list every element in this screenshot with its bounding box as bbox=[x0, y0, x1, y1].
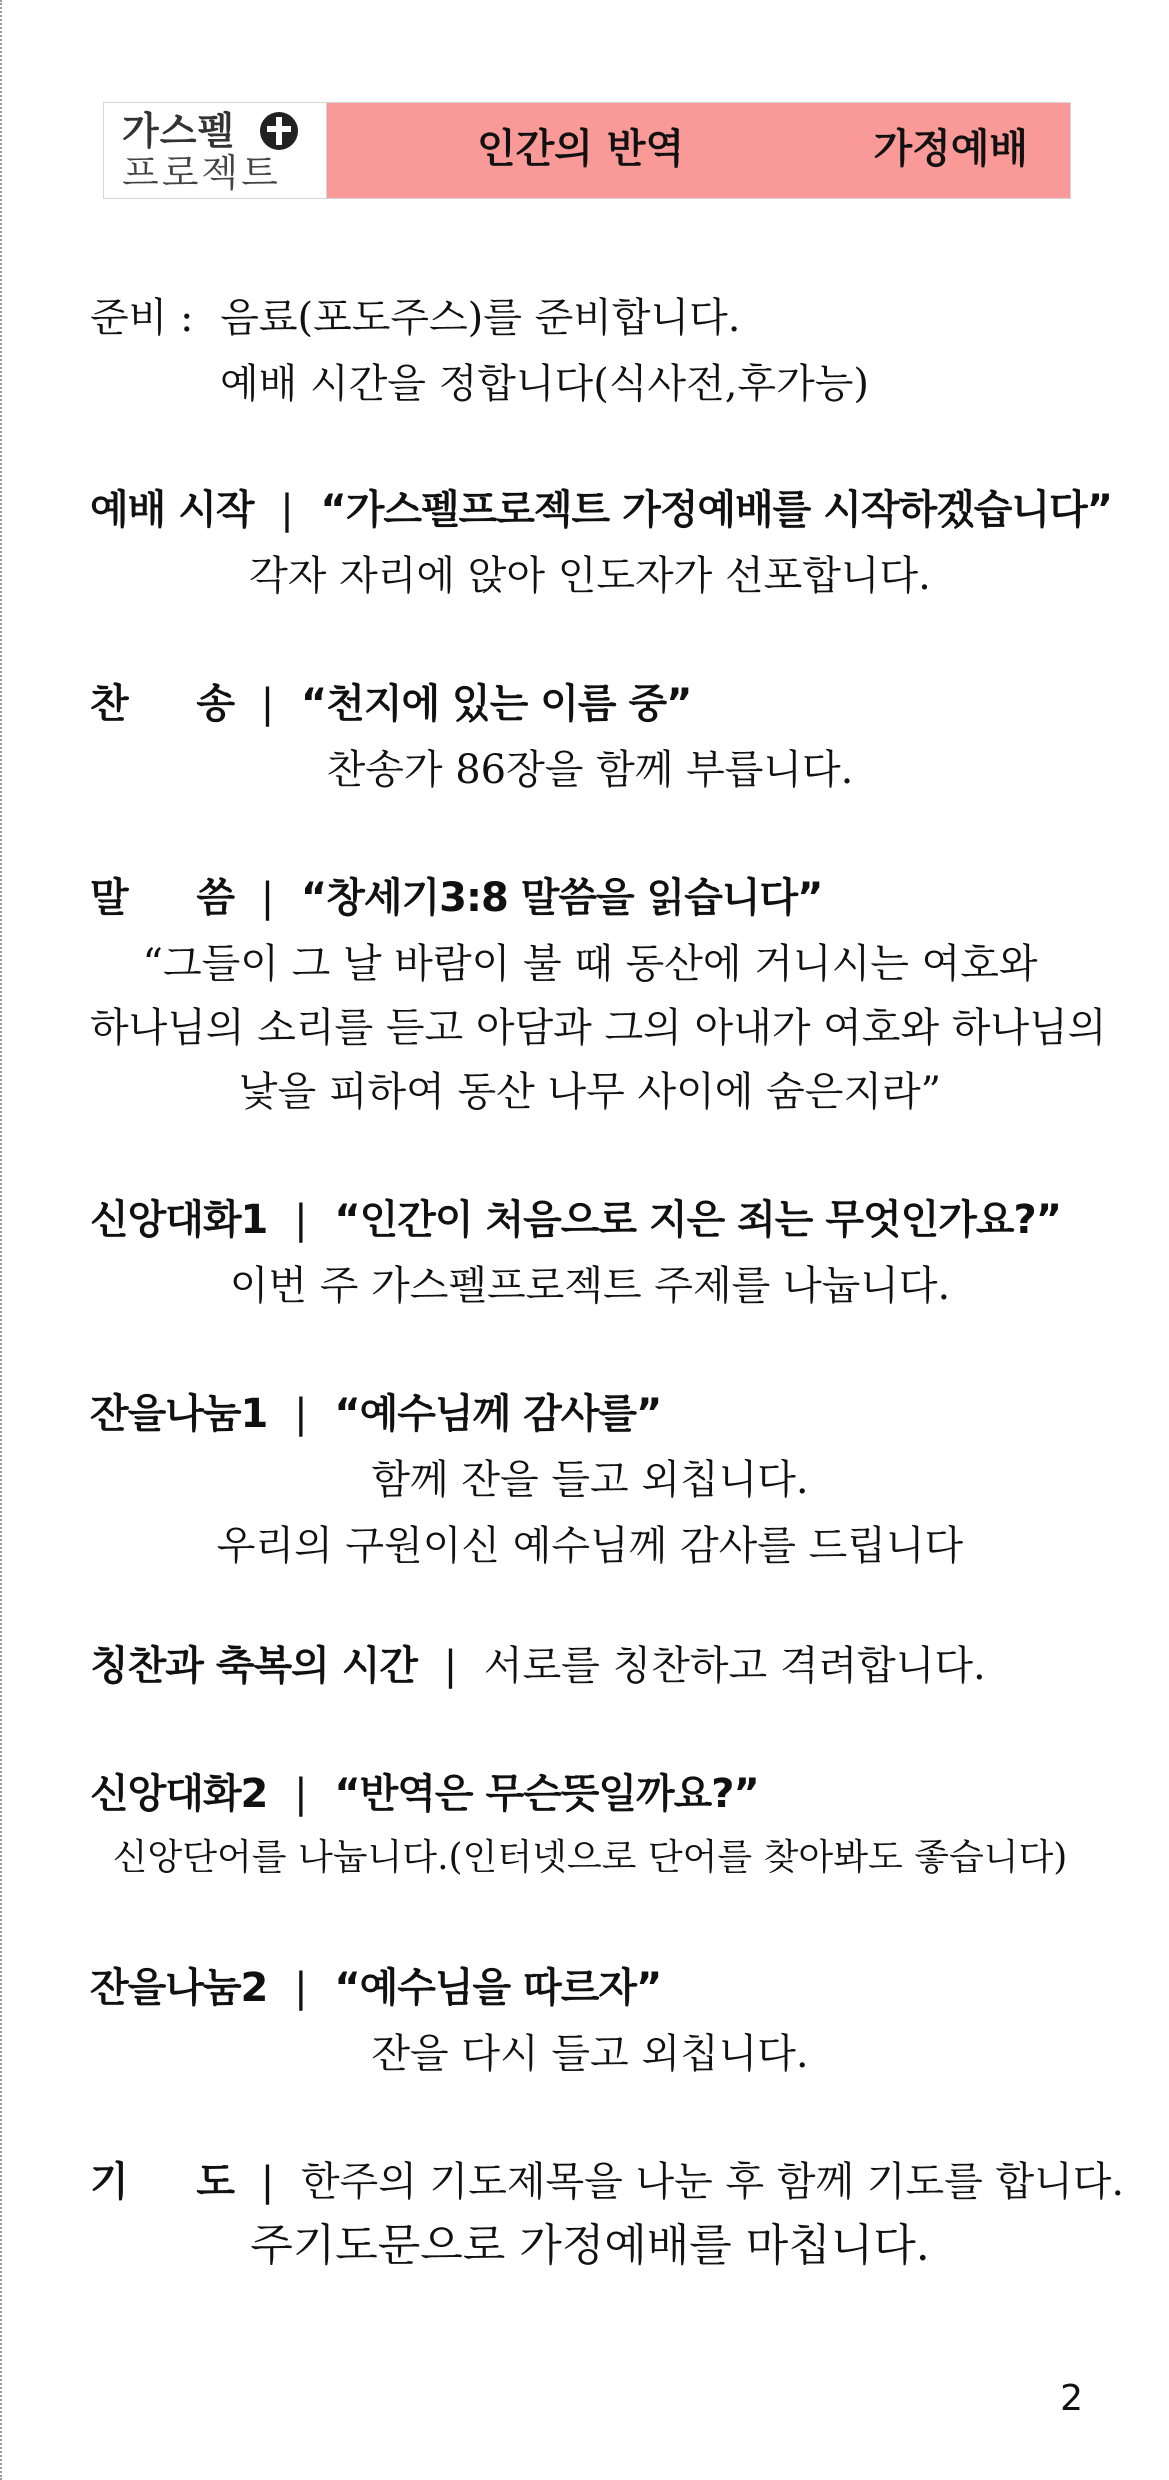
praise-text: 서로를 칭찬하고 격려합니다. bbox=[483, 1643, 986, 1689]
talk2-quote: “반역은 무슨뜻일까요?” bbox=[334, 1771, 759, 1817]
word-line1: “그들이 그 날 바람이 불 때 동산에 거니시는 여호와 bbox=[142, 941, 1038, 987]
prayer-label-a: 기 bbox=[90, 2159, 128, 2205]
praise-row bbox=[90, 1638, 986, 1694]
hymn-label-a: 찬 bbox=[90, 681, 128, 727]
talk2-label: 신앙대화2 bbox=[90, 1771, 268, 1817]
cup1-label: 잔을나눔1 bbox=[90, 1391, 268, 1437]
page-edge-dotted-line bbox=[0, 0, 2, 2480]
hymn-sep: | bbox=[260, 681, 275, 727]
word-quote: “창세기3:8 말씀을 읽습니다” bbox=[300, 875, 823, 921]
gospel-project-logo bbox=[104, 103, 327, 198]
cup2-label: 잔을나눔2 bbox=[90, 1965, 268, 2011]
header-band bbox=[327, 103, 1070, 198]
talk2-row bbox=[90, 1766, 759, 1822]
hymn-label-b: 송 bbox=[196, 681, 234, 727]
hymn-quote: “천지에 있는 이름 중” bbox=[300, 681, 692, 727]
cup1-quote: “예수님께 감사를” bbox=[334, 1391, 662, 1437]
hymn-line1: 찬송가 86장을 함께 부릅니다. bbox=[326, 747, 854, 793]
cup2-sep: | bbox=[294, 1965, 308, 2011]
cup1-row bbox=[90, 1386, 661, 1442]
word-line3: 낯을 피하여 동산 나무 사이에 숨은지라” bbox=[238, 1069, 942, 1115]
prep-line1: 음료(포도주스)를 준비합니다. bbox=[220, 295, 741, 341]
cup1-line1: 함께 잔을 들고 외칩니다. bbox=[371, 1457, 809, 1503]
talk2-sep: | bbox=[294, 1771, 308, 1817]
prep-line2: 예배 시간을 정합니다(식사전,후가능) bbox=[220, 361, 869, 407]
cup2-row bbox=[90, 1960, 661, 2016]
talk1-line1: 이번 주 가스펠프로젝트 주제를 나눕니다. bbox=[229, 1263, 951, 1309]
logo-line2: 프로젝트 bbox=[122, 151, 281, 195]
talk1-sep: | bbox=[294, 1197, 308, 1243]
prayer-line1: 주기도문으로 가정예배를 마칩니다. bbox=[250, 2220, 930, 2271]
word-label-b: 씀 bbox=[196, 875, 234, 921]
talk1-row bbox=[90, 1192, 1061, 1248]
prayer-row bbox=[90, 2154, 1124, 2210]
header-title: 인간의 반역 bbox=[477, 126, 685, 172]
cup2-line1: 잔을 다시 들고 외칩니다. bbox=[371, 2031, 809, 2077]
prayer-label-b: 도 bbox=[196, 2159, 234, 2205]
start-quote: “가스펠프로젝트 가정예배를 시작하겠습니다” bbox=[320, 487, 1113, 533]
talk1-quote: “인간이 처음으로 지은 죄는 무엇인가요?” bbox=[334, 1197, 1062, 1243]
cup2-quote: “예수님을 따르자” bbox=[334, 1965, 662, 2011]
talk2-line1: 신앙단어를 나눕니다.(인터넷으로 단어를 찾아봐도 좋습니다) bbox=[112, 1837, 1068, 1878]
cross-icon bbox=[259, 111, 299, 151]
start-sep: | bbox=[280, 487, 294, 533]
start-line1: 각자 자리에 앉아 인도자가 선포합니다. bbox=[249, 553, 931, 599]
worship-header bbox=[103, 102, 1071, 199]
praise-label: 칭찬과 축복의 시간 bbox=[90, 1643, 417, 1689]
word-sep: | bbox=[260, 875, 275, 921]
praise-sep: | bbox=[443, 1643, 458, 1689]
start-row bbox=[90, 482, 1112, 538]
prayer-text: 한주의 기도제목을 나눈 후 함께 기도를 합니다. bbox=[300, 2159, 1125, 2205]
start-label: 예배 시작 bbox=[90, 487, 254, 533]
page-number: 2 bbox=[1060, 2378, 1083, 2419]
prayer-sep: | bbox=[260, 2159, 275, 2205]
talk1-label: 신앙대화1 bbox=[90, 1197, 268, 1243]
word-line2: 하나님의 소리를 듣고 아담과 그의 아내가 여호와 하나님의 bbox=[90, 1005, 1107, 1051]
cup1-line2: 우리의 구원이신 예수님께 감사를 드립니다 bbox=[216, 1523, 964, 1569]
prep-label: 준비 : bbox=[90, 295, 194, 341]
prep-row bbox=[90, 290, 741, 346]
word-label-a: 말 bbox=[90, 875, 128, 921]
logo-line1: 가스펠 bbox=[122, 109, 236, 153]
word-row bbox=[90, 870, 822, 926]
hymn-row bbox=[90, 676, 691, 732]
header-tag: 가정예배 bbox=[873, 126, 1028, 172]
cup1-sep: | bbox=[294, 1391, 308, 1437]
